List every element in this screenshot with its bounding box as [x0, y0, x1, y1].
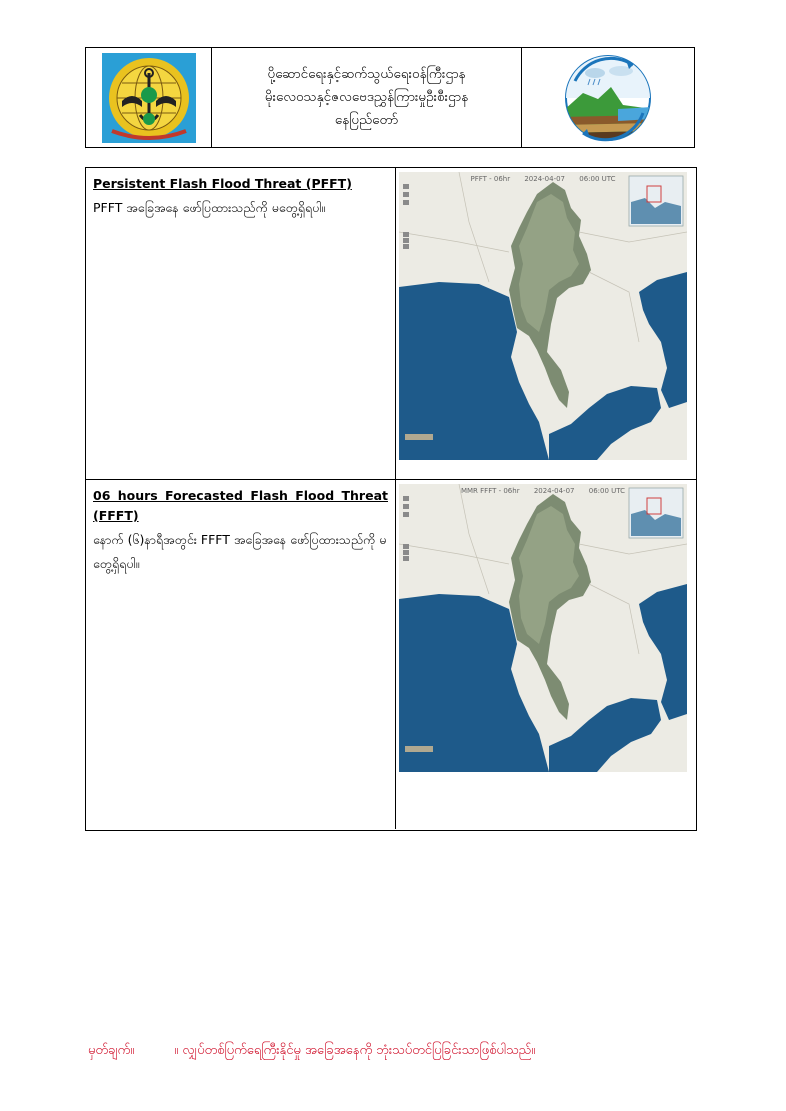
pfft-map-label: PFFT - 06hr [470, 175, 511, 183]
ffft-map-label: MMR FFFT - 06hr [460, 487, 520, 495]
pfft-map-date: 2024-04-07 [524, 175, 566, 183]
note-text: ။ လျှပ်တစ်ပြက်ရေကြီးနိုင်မှု အခြေအနေကို ဘုံးသပ်တင်ပြခြင်းသာဖြစ်ပါသည်။ [174, 1043, 536, 1058]
ffft-row [86, 480, 696, 829]
pfft-description: PFFT အခြေအနေ ဖော်ပြထားသည်ကို မတွေ့ရှိရပါ။ [93, 200, 326, 215]
map-control-button [403, 496, 409, 501]
right-logo-cell [522, 48, 694, 147]
note-label: မှတ်ချက်။ [88, 1043, 135, 1058]
pfft-map-graphic [399, 172, 687, 460]
map-control-button [403, 504, 409, 509]
pfft-map-time: 06:00 UTC [579, 175, 616, 183]
map-control-button [403, 512, 409, 517]
water-cycle-emblem-icon [563, 53, 653, 143]
map-control-button [403, 184, 409, 189]
footer-note [88, 1042, 535, 1061]
ffft-map-date: 2024-04-07 [533, 487, 575, 495]
pfft-map-cell [396, 168, 696, 479]
map-control-button [403, 544, 409, 549]
scale-bar [405, 434, 433, 440]
ffft-map-caption [399, 487, 687, 495]
ffft-text-cell [86, 480, 396, 829]
ffft-map-graphic [399, 484, 687, 772]
department-name: မိုးလေဝသနှင့်ဇလဗေဒညွှန်ကြားမှုဦးစီးဌာန [264, 89, 469, 105]
pfft-map-image [399, 172, 687, 460]
pfft-map-caption [399, 175, 687, 183]
pfft-title: Persistent Flash Flood Threat (PFFT) [93, 176, 352, 191]
ffft-map-image [399, 484, 687, 772]
locator-inset [629, 176, 683, 226]
ffft-map-time: 06:00 UTC [588, 487, 626, 495]
pfft-row [86, 168, 696, 480]
map-control-button [403, 556, 409, 561]
ffft-description: နောက် (၆)နာရီအတွင်း FFFT အခြေအနေ ဖော်ပြထားသည်ကို မတွေ့ရှိရပါ။ [93, 532, 387, 571]
ministry-emblem-icon [102, 53, 196, 143]
map-control-button [403, 550, 409, 555]
map-control-button [403, 238, 409, 243]
header-table [85, 47, 695, 148]
map-control-button [403, 244, 409, 249]
content-table [85, 167, 697, 831]
ministry-name: ပို့ဆောင်ရေးနှင့်ဆက်သွယ်ရေးဝန်ကြီးဌာန [267, 66, 466, 82]
title-cell [212, 48, 522, 147]
map-control-button [403, 232, 409, 237]
map-control-button [403, 192, 409, 197]
ffft-title: 06 hours Forecasted Flash Flood Threat (FFFT) [93, 488, 388, 523]
map-control-button [403, 200, 409, 205]
ffft-map-cell [396, 480, 696, 829]
pfft-text-cell [86, 168, 396, 479]
scale-bar [405, 746, 433, 752]
locator-inset [629, 488, 683, 538]
city-name: နေပြည်တော် [334, 112, 399, 128]
left-logo-cell [86, 48, 212, 147]
